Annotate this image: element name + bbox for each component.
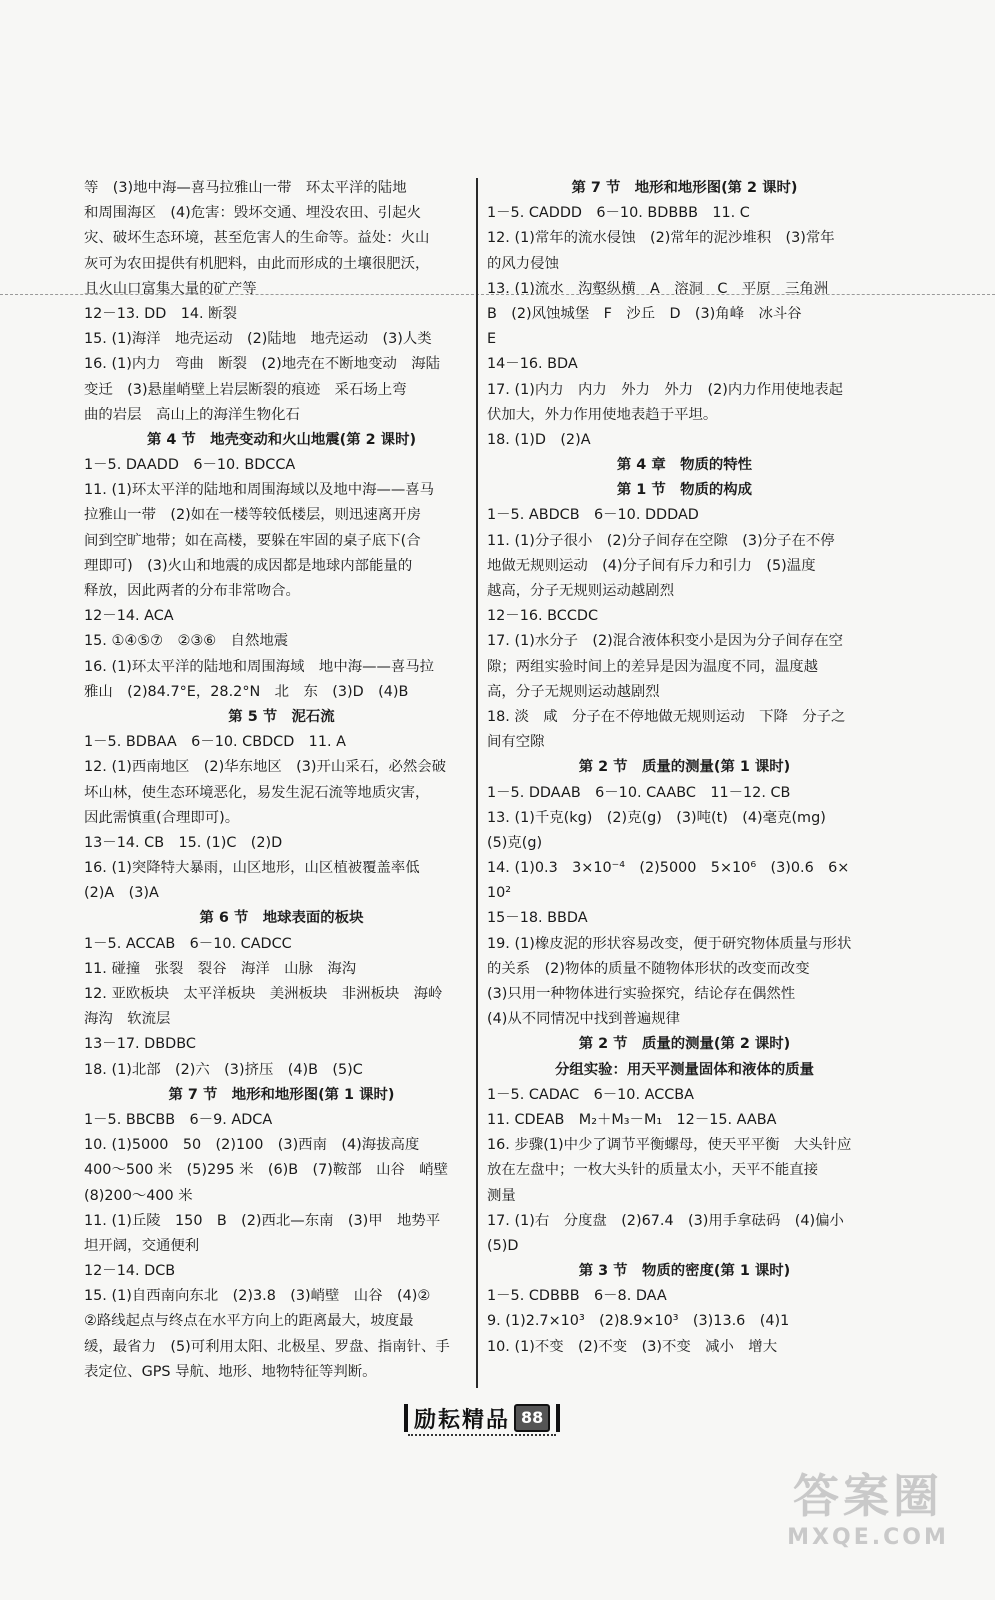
footer-bar-right [556, 1404, 560, 1432]
answer-line: 1－5. ABDCB 6－10. DDDAD [487, 507, 699, 524]
answer-line: 10. (1)不变 (2)不变 (3)不变 减小 增大 [487, 1338, 778, 1355]
answer-line: 理即可) (3)火山和地震的成因都是地球内部能量的 [84, 557, 413, 574]
answer-line: 15. ①④⑤⑦ ②③⑥ 自然地震 [84, 633, 289, 650]
answer-line: 11. (1)环太平洋的陆地和周围海域以及地中海——喜马 [84, 482, 435, 499]
answer-line: 16. (1)突降特大暴雨，山区地形，山区植被覆盖率低 [84, 860, 420, 877]
answer-line: 9. (1)2.7×10³ (2)8.9×10³ (3)13.6 (4)1 [487, 1313, 790, 1330]
answer-line: 12. (1)西南地区 (2)华东地区 (3)开山采石，必然会破 [84, 759, 447, 776]
answer-line: 1－5. CADDD 6－10. BDBBB 11. C [487, 205, 750, 222]
answer-line: 16. (1)内力 弯曲 断裂 (2)地壳在不断地变动 海陆 [84, 356, 441, 373]
answer-line: 17. (1)水分子 (2)混合液体积变小是因为分子间存在空 [487, 633, 844, 650]
section-heading: 分组实验：用天平测量固体和液体的质量 [554, 1061, 815, 1078]
section-heading: 第 7 节 地形和地形图(第 1 课时) [168, 1086, 395, 1103]
answer-line: 10² [487, 885, 512, 902]
page-footer [398, 1398, 566, 1438]
answer-line: 19. (1)橡皮泥的形状容易改变，便于研究物体质量与形状 [487, 935, 852, 952]
answer-line: 间到空旷地带；如在高楼，要躲在牢固的桌子底下(合 [84, 532, 421, 549]
answer-line: 1－5. ACCAB 6－10. CADCC [84, 935, 292, 952]
answer-line: 18. 淡 咸 分子在不停地做无规则运动 下降 分子之 [487, 708, 846, 725]
answer-line: 11. (1)丘陵 150 B (2)西北—东南 (3)甲 地势平 [84, 1212, 441, 1229]
answer-line: 12. (1)常年的流水侵蚀 (2)常年的泥沙堆积 (3)常年 [487, 230, 835, 247]
answer-line: 缓，最省力 (5)可利用太阳、北极星、罗盘、指南针、手 [84, 1338, 450, 1355]
watermark-url: MXQE.COM [787, 1525, 949, 1550]
answer-line: 14－16. BDA [487, 356, 578, 373]
answer-line: 1－5. DAADD 6－10. BDCCA [84, 457, 296, 474]
section-heading: 第 1 节 物质的构成 [616, 482, 753, 499]
answer-line: 12－16. BCCDC [487, 608, 599, 625]
answer-line: 高，分子无规则运动越剧烈 [487, 683, 660, 700]
answer-line: 15. (1)自西南向东北 (2)3.8 (3)峭壁 山谷 (4)② [84, 1288, 431, 1305]
answer-line: 的风力侵蚀 [487, 255, 559, 272]
answer-line: 15. (1)海洋 地壳运动 (2)陆地 地壳运动 (3)人类 [84, 331, 432, 348]
answer-line: 测量 [487, 1187, 516, 1204]
answer-line: 伏加大，外力作用使地表趋于平坦。 [487, 406, 718, 423]
answer-line: 16. (1)环太平洋的陆地和周围海域 地中海——喜马拉 [84, 658, 435, 675]
section-heading: 第 7 节 地形和地形图(第 2 课时) [571, 180, 798, 196]
answer-line: 1－5. DDAAB 6－10. CAABC 11－12. CB [487, 784, 791, 801]
answer-line: (2)A (3)A [84, 885, 159, 902]
answer-line: 因此需慎重(合理即可)。 [84, 809, 240, 826]
answer-line: 的关系 (2)物体的质量不随物体形状的改变而改变 [487, 960, 810, 977]
answer-column-right [487, 176, 882, 1360]
answer-line: 12－14. DCB [84, 1263, 176, 1280]
answer-line: 13－14. CB 15. (1)C (2)D [84, 834, 283, 851]
answer-line: 坦开阔，交通便利 [84, 1237, 200, 1254]
answer-line: 等 (3)地中海—喜马拉雅山一带 环太平洋的陆地 [84, 180, 407, 196]
section-heading: 第 6 节 地球表面的板块 [199, 910, 364, 927]
answer-line: 1－5. BDBAA 6－10. CBDCD 11. A [84, 734, 346, 751]
answer-line: (3)只用一种物体进行实验探究，结论存在偶然性 [487, 986, 796, 1002]
answer-line: E [487, 331, 497, 348]
answer-line: 变迁 (3)悬崖峭壁上岩层断裂的痕迹 采石场上弯 [84, 381, 407, 398]
answer-line: 13－17. DBDBC [84, 1036, 196, 1053]
section-heading: 第 4 章 物质的特性 [616, 457, 753, 474]
answer-line: (4)从不同情况中找到普遍规律 [487, 1011, 681, 1028]
answer-line: 和周围海区 (4)危害：毁坏交通、埋没农田、引起火 [84, 205, 421, 222]
answer-line: (8)200～400 米 [84, 1187, 193, 1204]
answer-line: (5)克(g) [487, 834, 543, 851]
section-heading: 第 3 节 物质的密度(第 1 课时) [578, 1263, 791, 1280]
answer-line: 11. CDEAB M₂＋M₃－M₁ 12－15. AABA [487, 1111, 777, 1128]
answer-line: 且火山口富集大量的矿产等 [84, 280, 257, 297]
answer-line: 1－5. CADAC 6－10. ACCBA [487, 1086, 695, 1103]
answer-line: 灾、破坏生态环境，甚至危害人的生命等。益处：火山 [84, 230, 430, 247]
answer-line: 坏山林，使生态环境恶化，易发生泥石流等地质灾害， [84, 784, 430, 801]
section-heading: 第 2 节 质量的测量(第 1 课时) [578, 759, 791, 776]
answer-line: 13. (1)千克(kg) (2)克(g) (3)吨(t) (4)毫克(mg) [487, 809, 826, 826]
section-heading: 第 2 节 质量的测量(第 2 课时) [578, 1036, 791, 1053]
watermark-text: 答案圈 [793, 1469, 943, 1523]
answer-line: B (2)风蚀城堡 F 沙丘 D (3)角峰 冰斗谷 [487, 305, 802, 322]
answer-line: 14. (1)0.3 3×10⁻⁴ (2)5000 5×10⁶ (3)0.6 6× [487, 860, 850, 877]
footer-brand: 励耘精品 [414, 1406, 511, 1433]
footer-underline [408, 1434, 556, 1436]
answer-line: 越高，分子无规则运动越剧烈 [487, 583, 675, 599]
answer-line: 400～500 米 (5)295 米 (6)B (7)鞍部 山谷 峭壁 [84, 1162, 449, 1179]
answer-line: ②路线起点与终点在水平方向上的距离最大，坡度最 [84, 1313, 414, 1330]
section-heading: 第 4 节 地壳变动和火山地震(第 2 课时) [146, 431, 417, 448]
answer-line: 17. (1)内力 内力 外力 外力 (2)内力作用使地表起 [487, 381, 844, 398]
answer-line: 拉雅山一带 (2)如在一楼等较低楼层，则迅速离开房 [84, 507, 421, 524]
answer-line: 18. (1)D (2)A [487, 431, 591, 448]
answer-line: 16. 步骤(1)中少了调节平衡螺母，使天平平衡 大头针应 [487, 1137, 852, 1154]
answer-line: 17. (1)右 分度盘 (2)67.4 (3)用手拿砝码 (4)偏小 [487, 1212, 844, 1229]
answer-line: 表定位、GPS 导航、地形、地物特征等判断。 [84, 1363, 377, 1380]
answer-line: 间有空隙 [487, 734, 545, 751]
answer-line: 12. 亚欧板块 太平洋板块 美洲板块 非洲板块 海岭 [84, 986, 443, 1002]
answer-line: 放在左盘中；一枚大头针的质量太小，天平不能直接 [487, 1162, 818, 1179]
watermark-logo [775, 1468, 961, 1560]
footer-bar-left [404, 1404, 408, 1432]
answer-line: 12－14. ACA [84, 608, 174, 625]
answer-line: 海沟 软流层 [84, 1011, 171, 1028]
answer-line: 11. (1)分子很小 (2)分子间存在空隙 (3)分子在不停 [487, 532, 835, 549]
answer-line: 曲的岩层 高山上的海洋生物化石 [84, 406, 300, 423]
answer-line: 雅山 (2)84.7°E，28.2°N 北 东 (3)D (4)B [84, 683, 409, 700]
answer-line: 11. 碰撞 张裂 裂谷 海洋 山脉 海沟 [84, 960, 357, 977]
answer-line: 地做无规则运动 (4)分子间有斥力和引力 (5)温度 [487, 557, 816, 574]
answer-column-left [84, 176, 479, 1385]
answer-line: 1－5. CDBBB 6－8. DAA [487, 1288, 667, 1305]
section-heading: 第 5 节 泥石流 [228, 708, 335, 725]
answer-line: 18. (1)北部 (2)六 (3)挤压 (4)B (5)C [84, 1061, 363, 1078]
answer-line: 释放，因此两者的分布非常吻合。 [84, 583, 300, 599]
answer-line: 15－18. BBDA [487, 910, 588, 927]
answer-line: 12－13. DD 14. 断裂 [84, 305, 237, 322]
column-divider [476, 178, 478, 1388]
answer-line: 隙；两组实验时间上的差异是因为温度不同，温度越 [487, 658, 818, 675]
answer-line: 1－5. BBCBB 6－9. ADCA [84, 1111, 273, 1128]
answer-line: (5)D [487, 1237, 519, 1254]
answer-line: 13. (1)流水 沟壑纵横 A 溶洞 C 平原 三角洲 [487, 280, 829, 297]
answer-line: 10. (1)5000 50 (2)100 (3)西南 (4)海拔高度 [84, 1137, 420, 1154]
answer-line: 灰可为农田提供有机肥料，由此而形成的土壤很肥沃， [84, 255, 430, 272]
page-number: 88 [514, 1404, 550, 1432]
